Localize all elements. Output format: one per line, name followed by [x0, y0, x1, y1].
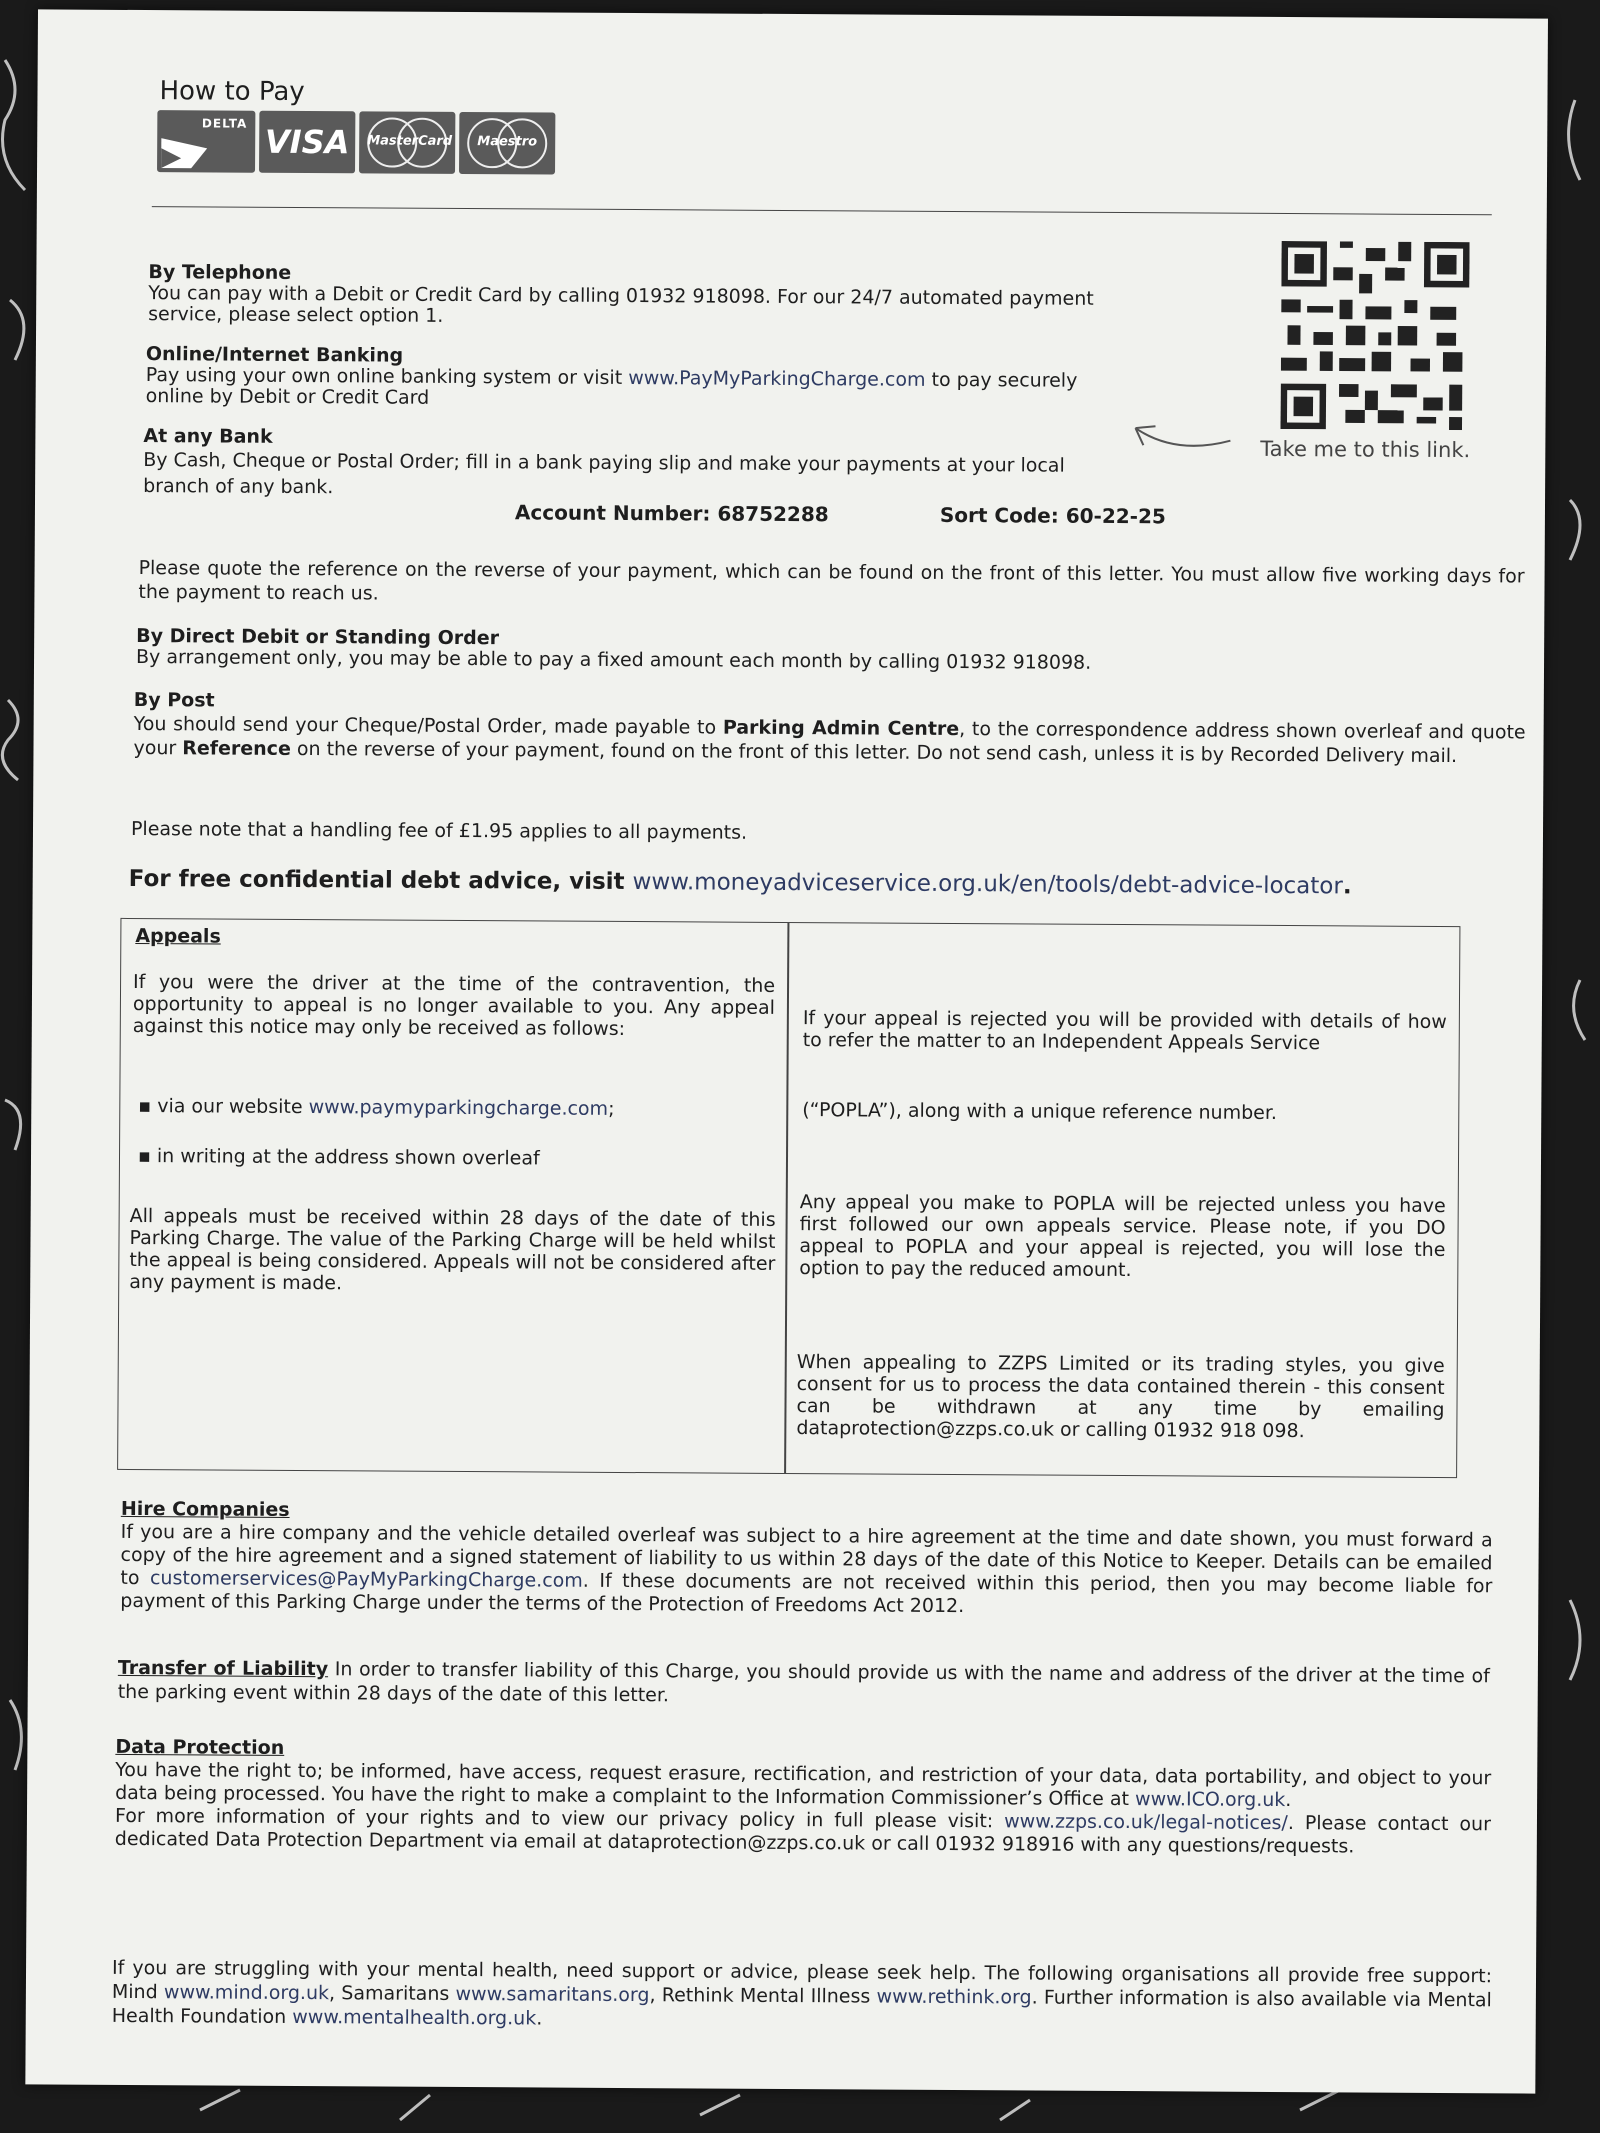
direct-debit-heading: By Direct Debit or Standing Order	[136, 624, 500, 650]
mind-link[interactable]: www.mind.org.uk	[163, 1981, 330, 2005]
appeals-bullet-writing: ▪ in writing at the address shown overleaf	[137, 1145, 540, 1170]
bank-section	[143, 426, 1103, 505]
debt-advice-link[interactable]: www.moneyadviceservice.org.uk/en/tools/debt-advice-locator	[632, 869, 1343, 900]
post-body: You should send your Cheque/Postal Order, made payable to Parking Admin Centre, to the correspondence address shown overleaf and quote your Reference on the reverse of your payment, found on the front of this letter. Do not send cash, unless it is by Recorded Delivery mail.	[133, 712, 1526, 768]
appeals-bullet-website: ▪ via our website www.paymyparkingcharge.com;	[138, 1095, 615, 1120]
appeals-left-intro: If you were the driver at the time of the contravention, the opportunity to appeal is no longer available to you. Any appeal against this notice may only be received as follows:	[132, 970, 776, 1040]
visa-logo: VISA	[259, 111, 355, 174]
hire-body: If you are a hire company and the vehicle detailed overleaf was subject to a hire agreement at the time and date shown, you must forward a copy of the hire agreement and a signed statement of liability to us within 28 days of the date of this Notice to Keeper. Details can be emailed to customerservices@PayMyParkingCharge.com. If these documents are not received within this period, then you may become liable for payment of this Parking Charge under the terms of the Protection of Freedoms Act 2012.	[120, 1520, 1493, 1618]
appeals-right-popla-rules: Any appeal you make to POPLA will be rejected unless you have first followed our own appeals service. Please note, if you DO appeal to POPLA and your appeal is rejected, you will lose the option to pay the reduced amount.	[799, 1191, 1446, 1282]
appeals-right-rejected: If your appeal is rejected you will be provided with details of how to refer the matter to an Independent Appeals Service	[802, 1007, 1447, 1055]
appeals-website-link[interactable]: www.paymyparkingcharge.com	[308, 1096, 609, 1120]
appeals-column-divider	[784, 923, 789, 1473]
online-body: Pay using your own online banking system or visit www.PayMyParkingCharge.com to pay securely online by Debit or Credit Card	[145, 364, 1078, 409]
customerservices-email-link[interactable]: customerservices@PayMyParkingCharge.com	[149, 1567, 583, 1592]
appeals-right-consent: When appealing to ZZPS Limited or its trading styles, you give consent for us to process the data contained therein - this consent can be withdrawn at any time by emailing dataprotection@zzps.co.uk or calling 01932 918 098.	[796, 1351, 1445, 1443]
transfer-heading: Transfer of Liability	[117, 1656, 329, 1681]
appeals-right-popla: (“POPLA”), along with a unique reference number.	[802, 1099, 1278, 1124]
qr-caption: Take me to this link.	[1260, 436, 1471, 463]
appeals-table	[117, 918, 1460, 1478]
handling-fee-note: Please note that a handling fee of £1.95 applies to all payments.	[130, 817, 748, 844]
hire-companies-section	[120, 1498, 1493, 1621]
appeals-left-outro: All appeals must be received within 28 days of the date of this Parking Charge. The value of the Parking Charge will be held whilst the appeal is being considered. Appeals will not be considered after any payment is made.	[129, 1204, 776, 1295]
post-heading: By Post	[133, 688, 215, 712]
data-protection-rights: You have the right to; be informed, have access, request erasure, rectification, and restriction of your data, data portability, and object to your data being processed. You have the right to make a complaint to the Information Commissioner’s Office at www.ICO.org.uk.	[115, 1758, 1492, 1812]
letter-page	[25, 9, 1548, 2093]
data-protection-heading: Data Protection	[115, 1735, 285, 1759]
data-protection-policy: For more information of your rights and to view our privacy policy in full please visit: www.zzps.co.uk/legal-notices/. Please contact our dedicated Data Protection Department via email at dataprotection@zzps.co.uk or call 01932 918916 with any questions/requests.	[114, 1804, 1492, 1858]
delta-logo: DELTA	[157, 110, 255, 173]
transfer-liability-section	[118, 1656, 1490, 1712]
paymyparkingcharge-link[interactable]: www.PayMyParkingCharge.com	[628, 367, 926, 391]
direct-debit-section	[136, 626, 1436, 676]
appeals-heading: Appeals	[135, 925, 221, 948]
online-heading: Online/Internet Banking	[145, 343, 404, 367]
mentalhealth-link[interactable]: www.mentalhealth.org.uk	[292, 2005, 537, 2030]
transfer-body: In order to transfer liability of this Charge, you should provide us with the name and address of the driver at the time of the parking event within 28 days of the date of this letter.	[117, 1658, 1490, 1707]
telephone-section	[148, 262, 1128, 331]
qr-code[interactable]	[1280, 241, 1469, 430]
ico-link[interactable]: www.ICO.org.uk	[1135, 1788, 1286, 1812]
bank-heading: At any Bank	[143, 425, 273, 448]
data-protection-section	[115, 1736, 1492, 1859]
bank-body: By Cash, Cheque or Postal Order; fill in a bank paying slip and make your payments at your local branch of any bank.	[143, 449, 1065, 499]
hire-heading: Hire Companies	[120, 1497, 290, 1521]
quote-reference-note: Please quote the reference on the reverse of your payment, which can be found on the front of this letter. You must allow five working days for the payment to reach us.	[138, 557, 1525, 605]
online-banking-section	[146, 344, 1126, 413]
maestro-logo: Maestro	[459, 112, 555, 175]
mastercard-logo: MasterCard	[359, 111, 455, 174]
payment-card-logos	[157, 110, 555, 174]
sort-code: Sort Code: 60-22-25	[939, 502, 1166, 529]
telephone-heading: By Telephone	[148, 261, 292, 284]
telephone-body: You can pay with a Debit or Credit Card by calling 01932 918098. For our 24/7 automated payment service, please select option 1.	[148, 282, 1094, 327]
samaritans-link[interactable]: www.samaritans.org	[455, 1982, 650, 2007]
post-section	[133, 688, 1525, 769]
header-divider	[152, 206, 1492, 215]
mental-health-section: If you are struggling with your mental health, need support or advice, please seek help. The following organisations all provide free support: Mind www.mind.org.uk, Samaritans www.samaritans.org, Rethink Mental Illness www.rethink.org. Further information is also available via Mental Health Foundation www.mentalhealth.org.uk.	[111, 1956, 1493, 2030]
legal-notices-link[interactable]: www.zzps.co.uk/legal-notices/	[1004, 1810, 1288, 1835]
account-number: Account Number: 68752288	[514, 500, 829, 527]
debt-advice-line: For free confidential debt advice, visit www.moneyadviceservice.org.uk/en/tools/debt-advice-locator.	[128, 865, 1352, 900]
arrow-icon	[1105, 410, 1235, 461]
rethink-link[interactable]: www.rethink.org	[876, 1985, 1032, 2009]
page-title: How to Pay	[159, 76, 305, 108]
direct-debit-body: By arrangement only, you may be able to pay a fixed amount each month by calling 01932 918098.	[135, 645, 1092, 674]
